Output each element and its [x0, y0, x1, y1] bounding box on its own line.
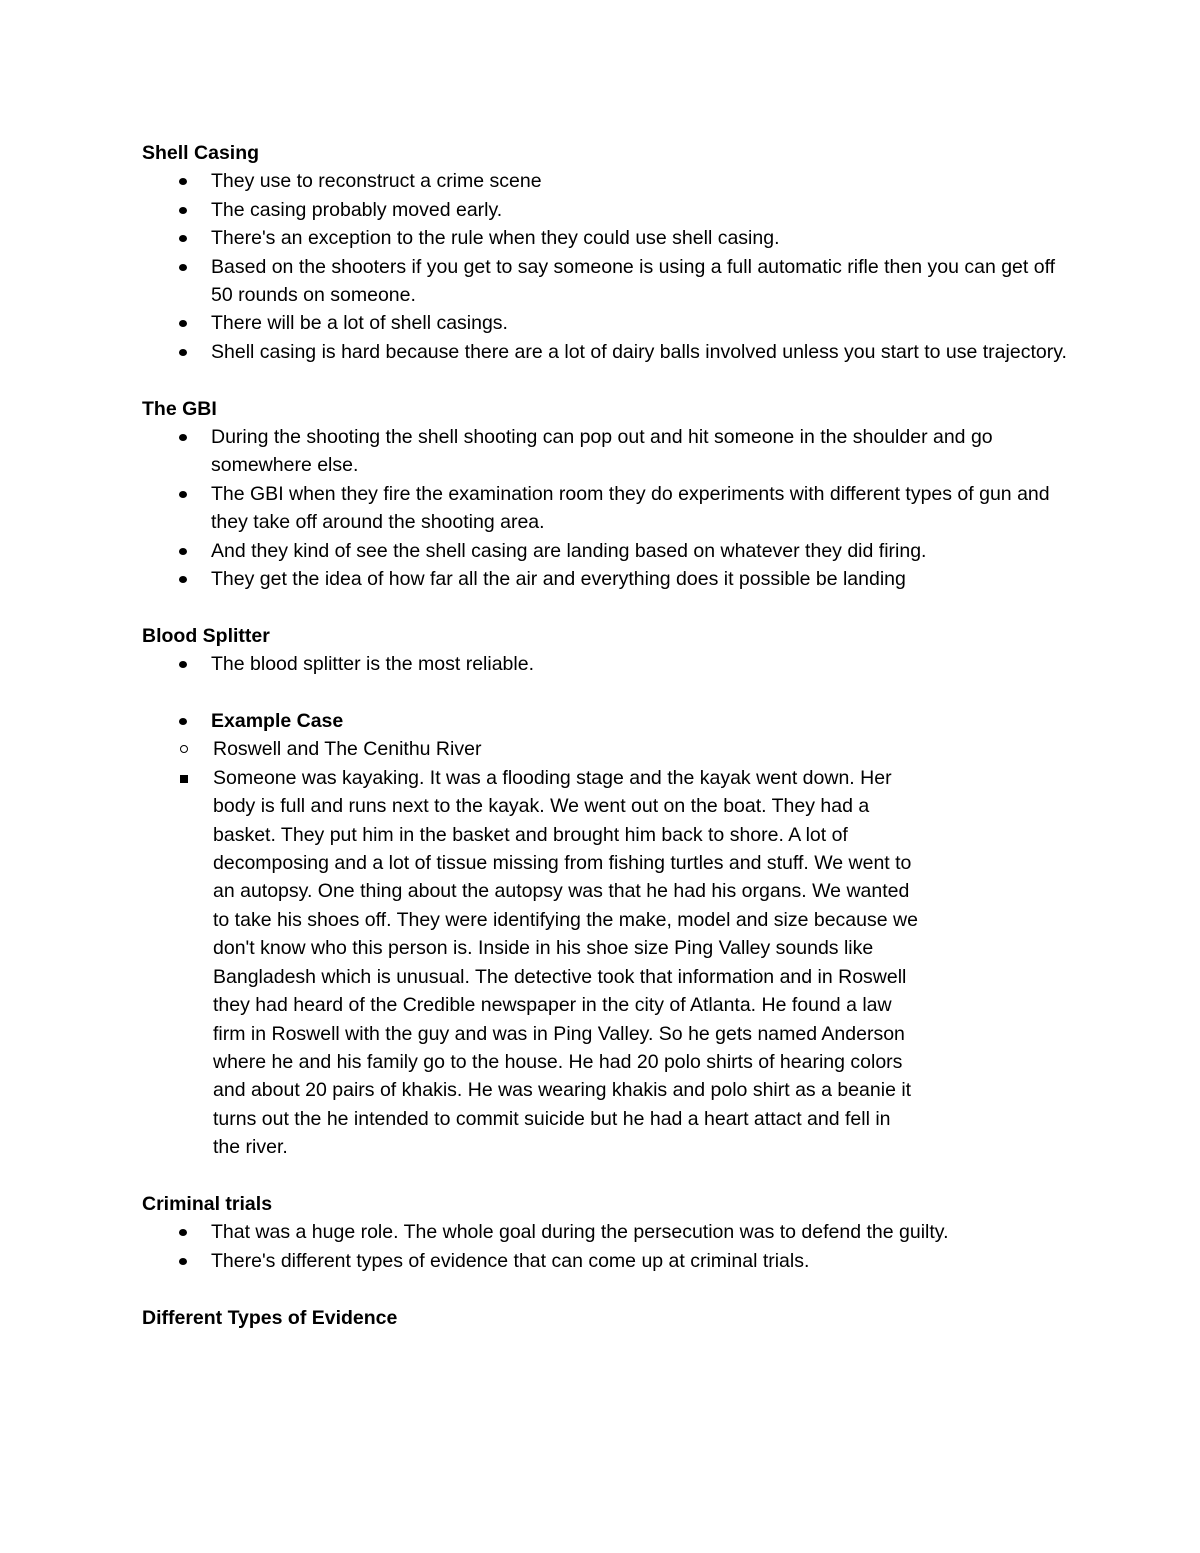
- example-case-story: Someone was kayaking. It was a flooding stage and the kayak went down. Her body is full and runs next to the kayak. We went out on the boat. They had a basket. They put him in the basket and brought him back to shore. A lot of decomposing and a lot of tissue missing from fishing turtles and stuff. We went to an autopsy. One thing about the autopsy was that he had his organs. We wanted to take his shoes off. They were identifying the make, model and size because we don't know who this person is. Inside in his shoe size Ping Valley sounds like Bangladesh which is unusual. The detective took that information and in Roswell they had heard of the Credible newspaper in the city of Atlanta. He found a law firm in Roswell with the guy and was in Ping Valley. So he gets named Anderson where he and his family go to the house. He had 20 polo shirts of hearing colors and about 20 pairs of khakis. He was wearing khakis and polo shirt as a beanie it turns out the he intended to commit suicide but he had a heart attact and fell in the river.: [142, 764, 918, 1162]
- list-item: The casing probably moved early.: [142, 196, 1071, 224]
- document-page: [142, 139, 1072, 1332]
- section-heading-criminal-trials: Criminal trials: [142, 1192, 273, 1215]
- list-item: During the shooting the shell shooting can pop out and hit someone in the shoulder and go somewhere else.: [142, 423, 1071, 480]
- example-case-subitem: [142, 735, 1071, 1161]
- bullet-list-blood-splitter: [142, 650, 1072, 678]
- list-item: Shell casing is hard because there are a lot of dairy balls involved unless you start to use trajectory.: [142, 338, 1071, 366]
- list-item: The GBI when they fire the examination room they do experiments with different types of gun and they take off around the shooting area.: [142, 480, 1071, 537]
- list-item: Based on the shooters if you get to say someone is using a full automatic rifle then you can get off 50 rounds on someone.: [142, 253, 1071, 310]
- list-item: That was a huge role. The whole goal during the persecution was to defend the guilty.: [142, 1218, 1071, 1246]
- list-item: They use to reconstruct a crime scene: [142, 167, 1071, 195]
- list-item: And they kind of see the shell casing are landing based on whatever they did firing.: [142, 537, 1071, 565]
- list-item: There's different types of evidence that can come up at criminal trials.: [142, 1247, 1071, 1275]
- example-case-label: Example Case: [211, 710, 344, 733]
- section-heading-different-types-of-evidence: Different Types of Evidence: [142, 1306, 398, 1329]
- list-item: They get the idea of how far all the air and everything does it possible be landing: [142, 565, 1071, 593]
- example-case-item: [142, 707, 1071, 1162]
- example-case-subitem-label: Roswell and The Cenithu River: [213, 738, 482, 761]
- list-item: The blood splitter is the most reliable.: [142, 650, 1071, 678]
- bullet-list-the-gbi: [142, 423, 1072, 593]
- section-heading-shell-casing: Shell Casing: [142, 142, 260, 164]
- list-item: There will be a lot of shell casings.: [142, 309, 1071, 337]
- bullet-list-criminal-trials: [142, 1218, 1072, 1275]
- example-case-sublist: [211, 735, 1071, 1161]
- section-heading-blood-splitter: Blood Splitter: [142, 624, 270, 647]
- example-case-story-list: [213, 764, 1071, 1162]
- list-item: There's an exception to the rule when they could use shell casing.: [142, 224, 1071, 252]
- example-case-list: [142, 707, 1072, 1162]
- section-heading-the-gbi: The GBI: [142, 397, 217, 420]
- bullet-list-shell-casing: [142, 167, 1072, 366]
